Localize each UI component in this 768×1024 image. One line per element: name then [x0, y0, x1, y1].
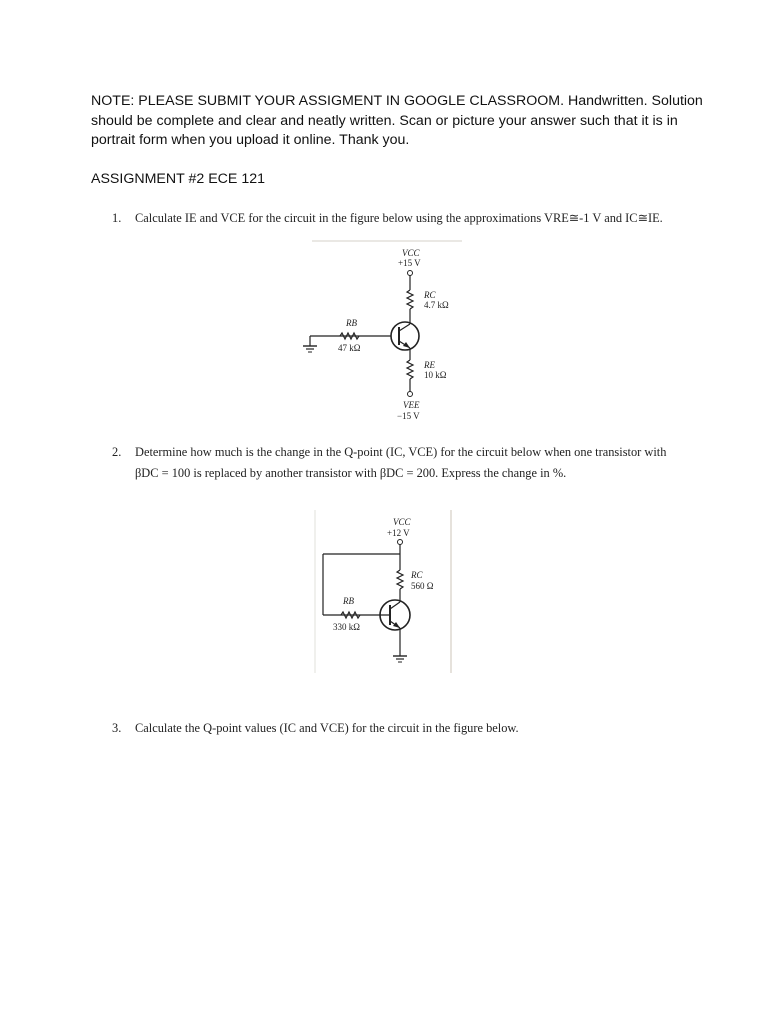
question-text: Calculate the Q-point values (IC and VCE) for the circuit in the figure below.	[135, 721, 519, 735]
circuit-figure-1	[300, 238, 470, 428]
vcc-label: VCC	[402, 248, 420, 258]
question-number: 3.	[112, 721, 122, 735]
vcc-label: VCC	[393, 517, 411, 527]
rc-resistor	[407, 290, 413, 309]
vcc-terminal	[398, 540, 403, 545]
rb-resistor	[340, 333, 359, 339]
assignment-heading: ASSIGNMENT #2 ECE 121	[91, 171, 265, 187]
note-line: should be complete and clear and neatly written. Scan or picture your answer such that it is in	[91, 112, 678, 129]
question-text: Determine how much is the change in the Q-point (IC, VCE) for the circuit below when one transistor with	[135, 445, 667, 459]
note-line: NOTE: PLEASE SUBMIT YOUR ASSIGMENT IN GOOGLE CLASSROOM. Handwritten. Solution	[91, 93, 703, 109]
rb-value: 330 kΩ	[333, 622, 360, 632]
rb-resistor	[341, 612, 360, 618]
note-line: portrait form when you upload it online. Thank you.	[91, 132, 410, 148]
vcc-value: +15 V	[398, 258, 421, 268]
rb-label: RB	[343, 596, 354, 606]
submission-note	[91, 92, 703, 151]
rc-value: 4.7 kΩ	[424, 300, 449, 310]
vcc-terminal	[408, 271, 413, 276]
vee-terminal	[408, 392, 413, 397]
rc-resistor	[397, 570, 403, 589]
rb-value: 47 kΩ	[338, 343, 361, 353]
question-text: βDC = 100 is replaced by another transistor with βDC = 200. Express the change in %.	[135, 466, 567, 480]
re-resistor	[407, 360, 413, 379]
re-label: RE	[424, 360, 435, 370]
circuit-figure-2	[313, 508, 455, 676]
vee-label: VEE	[403, 400, 420, 410]
vee-value: −15 V	[397, 411, 420, 421]
vcc-value: +12 V	[387, 528, 410, 538]
rb-label: RB	[346, 318, 357, 328]
question-number: 1.	[112, 211, 122, 225]
question-number: 2.	[112, 445, 122, 459]
rc-label: RC	[411, 570, 423, 580]
rc-value: 560 Ω	[411, 581, 434, 591]
re-value: 10 kΩ	[424, 370, 447, 380]
rc-label: RC	[424, 290, 436, 300]
question-text: Calculate IE and VCE for the circuit in the figure below using the approximations VRE≅-1 V and IC≅IE.	[135, 211, 663, 225]
